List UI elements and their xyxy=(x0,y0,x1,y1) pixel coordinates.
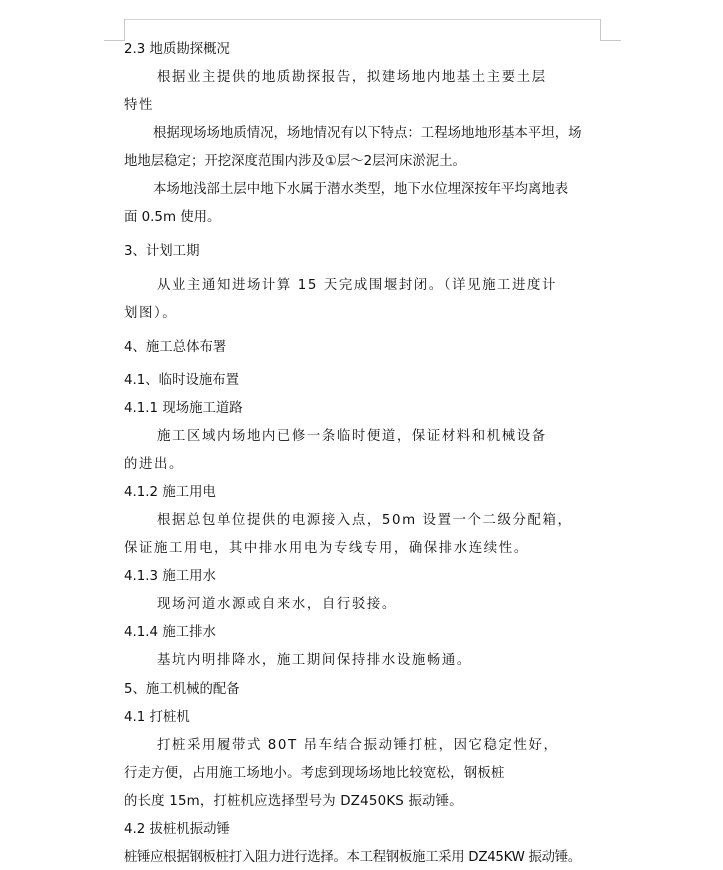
paragraph-line: 的进出。 xyxy=(124,457,184,472)
paragraph-line: 打桩采用履带式 80T 吊车结合振动锤打桩，因它稳定性好， xyxy=(157,738,559,753)
section-heading-4-1: 4.1、临时设施布置 xyxy=(124,373,240,388)
paragraph-line: 桩锤应根据钢板桩打入阻力进行选择。本工程钢板施工采用 DZ45KW 振动锤。 xyxy=(124,850,581,865)
paragraph-line: 划图）。 xyxy=(124,306,178,321)
paragraph-line: 从业主通知进场计算 15 天完成围堰封闭。（详见施工进度计 xyxy=(157,278,558,293)
section-heading-4-1-machine: 4.1 打桩机 xyxy=(124,710,190,725)
page-top-edge xyxy=(124,19,601,20)
section-heading-4-1-2: 4.1.2 施工用电 xyxy=(124,485,216,500)
paragraph-line: 行走方便，占用施工场地小。考虑到现场场地比较宽松，钢板桩 xyxy=(124,766,505,781)
paragraph-line: 基坑内明排降水，施工期间保持排水设施畅通。 xyxy=(157,653,472,668)
crop-mark-top-right xyxy=(600,40,621,41)
section-heading-4-1-3: 4.1.3 施工用水 xyxy=(124,569,216,584)
paragraph-line: 根据现场场地质情况，场地情况有以下特点：工程场地地形基本平坦，场 xyxy=(153,126,582,141)
crop-mark-top-left-vertical xyxy=(124,19,125,41)
section-heading-2-3: 2.3 地质勘探概况 xyxy=(124,42,230,57)
paragraph-line: 根据总包单位提供的电源接入点，50m 设置一个二级分配箱， xyxy=(157,513,573,528)
section-heading-4-1-4: 4.1.4 施工排水 xyxy=(124,625,216,640)
paragraph-line: 的长度 15m，打桩机应选择型号为 DZ450KS 振动锤。 xyxy=(124,794,463,809)
paragraph-line: 根据业主提供的地质勘探报告，拟建场地内地基土主要土层 xyxy=(157,70,547,85)
section-heading-3: 3、计划工期 xyxy=(124,244,200,259)
section-heading-4-2: 4.2 拔桩机振动锤 xyxy=(124,822,230,837)
paragraph-line: 特性 xyxy=(124,98,154,113)
paragraph-line: 本场地浅部土层中地下水属于潜水类型，地下水位埋深按年平均离地表 xyxy=(153,182,569,197)
paragraph-line: 现场河道水源或自来水，自行驳接。 xyxy=(157,597,397,612)
crop-mark-top-left xyxy=(104,40,125,41)
section-heading-4-1-1: 4.1.1 现场施工道路 xyxy=(124,401,243,416)
paragraph-line: 保证施工用电，其中排水用电为专线专用，确保排水连续性。 xyxy=(124,541,529,556)
paragraph-line: 施工区域内场地内已修一条临时便道，保证材料和机械设备 xyxy=(157,429,547,444)
crop-mark-top-right-vertical xyxy=(600,19,601,41)
paragraph-line: 地地层稳定；开挖深度范围内涉及①层～2层河床淤泥土。 xyxy=(124,154,466,169)
section-heading-4: 4、施工总体布署 xyxy=(124,340,227,355)
paragraph-line: 面 0.5m 使用。 xyxy=(124,210,221,225)
section-heading-5: 5、施工机械的配备 xyxy=(124,682,240,697)
